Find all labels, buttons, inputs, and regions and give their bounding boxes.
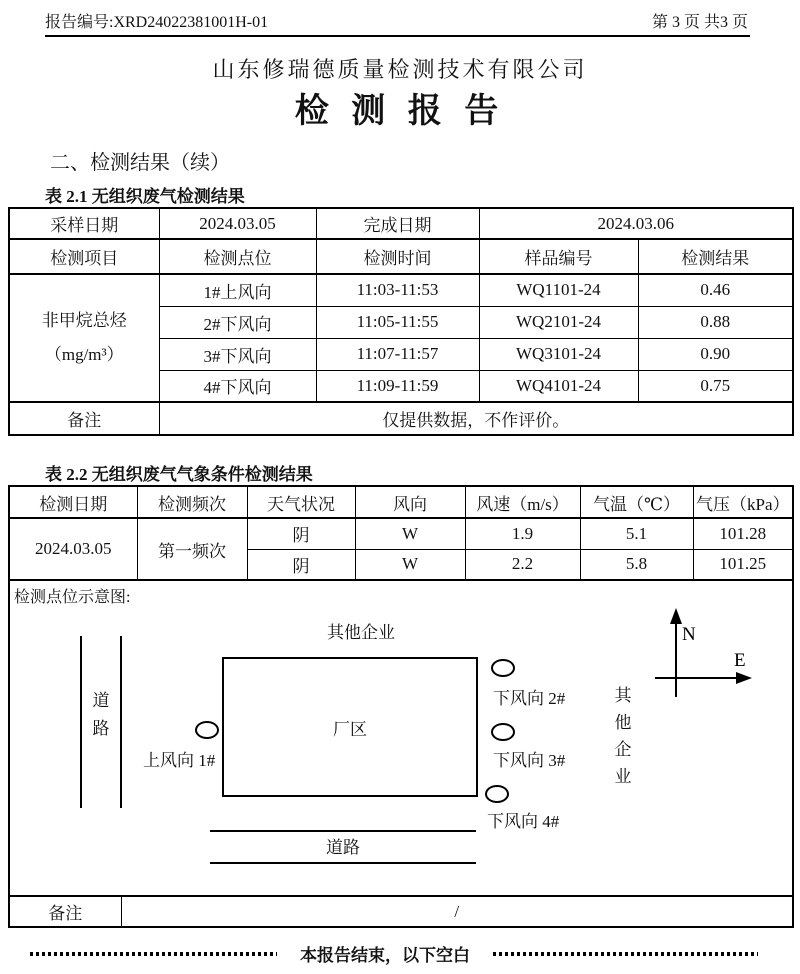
site-diagram [9, 580, 793, 896]
compass-n-label: N [682, 624, 696, 645]
weather-conditions-table [8, 485, 794, 897]
report-title: 检 测 报 告 [294, 93, 506, 130]
sample-no-cell: WQ2101-24 [479, 306, 638, 338]
downwind-3-label: 下风向 3# [493, 751, 566, 770]
wind-dir-cell: W [355, 518, 465, 549]
west-road-line [120, 636, 122, 808]
sampling-date-value: 2024.03.05 [159, 208, 316, 239]
section-title: 二、检测结果（续） [50, 152, 230, 174]
downwind-4-label: 下风向 4# [487, 812, 560, 831]
remark-value: / [121, 896, 793, 927]
date-cell: 2024.03.05 [9, 518, 137, 580]
pressure-cell: 101.28 [693, 518, 793, 549]
weather-cell: 阴 [247, 549, 355, 580]
column-header: 气温（℃） [580, 486, 693, 518]
result-cell: 0.88 [638, 306, 793, 338]
weather-table-remark [8, 895, 794, 928]
south-road-line [210, 862, 476, 864]
page-indicator: 第 3 页 共3 页 [651, 14, 748, 31]
waste-gas-results-table [8, 207, 794, 436]
sample-no-cell: WQ1101-24 [479, 274, 638, 306]
completion-date-value: 2024.03.06 [479, 208, 793, 239]
table-header-row [9, 239, 793, 274]
wind-speed-cell: 2.2 [465, 549, 580, 580]
table1-caption: 表 2.1 无组织废气检测结果 [45, 187, 245, 206]
point-cell: 3#下风向 [159, 338, 316, 370]
diagram-label: 检测点位示意图: [14, 589, 131, 606]
table-row [9, 208, 793, 239]
point-cell: 4#下风向 [159, 370, 316, 402]
result-cell: 0.46 [638, 274, 793, 306]
time-cell: 11:09-11:59 [316, 370, 479, 402]
pressure-cell: 101.25 [693, 549, 793, 580]
point-cell: 1#上风向 [159, 274, 316, 306]
south-road-label: 道路 [326, 838, 360, 857]
remark-row [9, 896, 793, 927]
page-header [45, 0, 750, 37]
east-arrow-icon [736, 672, 752, 684]
upwind-1-label: 上风向 1# [143, 751, 216, 770]
completion-date-label: 完成日期 [316, 208, 479, 239]
compass-icon [640, 602, 770, 702]
analyte-cell [9, 274, 159, 402]
point-cell: 2#下风向 [159, 306, 316, 338]
wind-dir-cell: W [355, 549, 465, 580]
remark-label: 备注 [9, 896, 121, 927]
table-header-row [9, 486, 793, 518]
column-header: 检测点位 [159, 239, 316, 274]
plant-area-label: 厂区 [333, 719, 367, 739]
company-name: 山东修瑞德质量检测技术有限公司 [212, 57, 588, 82]
column-header: 气压（kPa） [693, 486, 793, 518]
compass-e-label: E [734, 650, 746, 671]
column-header: 风速（m/s） [465, 486, 580, 518]
east-company-label: 其他企业 [614, 686, 632, 786]
dotted-rule [493, 952, 758, 956]
downwind-2-marker-icon [491, 659, 515, 677]
remark-label: 备注 [9, 402, 159, 435]
sampling-date-label: 采样日期 [9, 208, 159, 239]
column-header: 风向 [355, 486, 465, 518]
column-header: 检测时间 [316, 239, 479, 274]
frequency-cell: 第一频次 [137, 518, 247, 580]
west-road-label: 道路 [92, 691, 110, 738]
column-header: 检测日期 [9, 486, 137, 518]
report-number: 报告编号:XRD24022381001H-01 [45, 14, 269, 31]
north-arrow-icon [670, 608, 682, 624]
diagram-row [9, 580, 793, 896]
report-end-text: 本报告结束，以下空白 [300, 946, 470, 965]
temperature-cell: 5.8 [580, 549, 693, 580]
downwind-3-marker-icon [491, 723, 515, 741]
time-cell: 11:07-11:57 [316, 338, 479, 370]
column-header: 天气状况 [247, 486, 355, 518]
table-row [9, 518, 793, 549]
column-header: 样品编号 [479, 239, 638, 274]
plant-area-box [222, 657, 478, 797]
wind-speed-cell: 1.9 [465, 518, 580, 549]
downwind-2-label: 下风向 2# [493, 689, 566, 708]
south-road-line [210, 830, 476, 832]
north-company-label: 其他企业 [327, 623, 395, 642]
time-cell: 11:03-11:53 [316, 274, 479, 306]
table2-caption: 表 2.2 无组织废气气象条件检测结果 [45, 465, 313, 484]
column-header: 检测结果 [638, 239, 793, 274]
time-cell: 11:05-11:55 [316, 306, 479, 338]
remark-value: 仅提供数据，不作评价。 [159, 402, 793, 435]
column-header: 检测频次 [137, 486, 247, 518]
weather-cell: 阴 [247, 518, 355, 549]
sample-no-cell: WQ3101-24 [479, 338, 638, 370]
downwind-4-marker-icon [485, 785, 509, 803]
upwind-1-marker-icon [195, 721, 219, 739]
table-row [9, 274, 793, 306]
west-road-line [80, 636, 82, 808]
column-header: 检测项目 [9, 239, 159, 274]
dotted-rule [30, 952, 277, 956]
analyte-unit: （mg/m³） [44, 345, 124, 364]
sample-no-cell: WQ4101-24 [479, 370, 638, 402]
report-end-line [30, 941, 770, 966]
result-cell: 0.75 [638, 370, 793, 402]
temperature-cell: 5.1 [580, 518, 693, 549]
result-cell: 0.90 [638, 338, 793, 370]
analyte-name: 非甲烷总烃 [41, 311, 127, 330]
remark-row [9, 402, 793, 435]
